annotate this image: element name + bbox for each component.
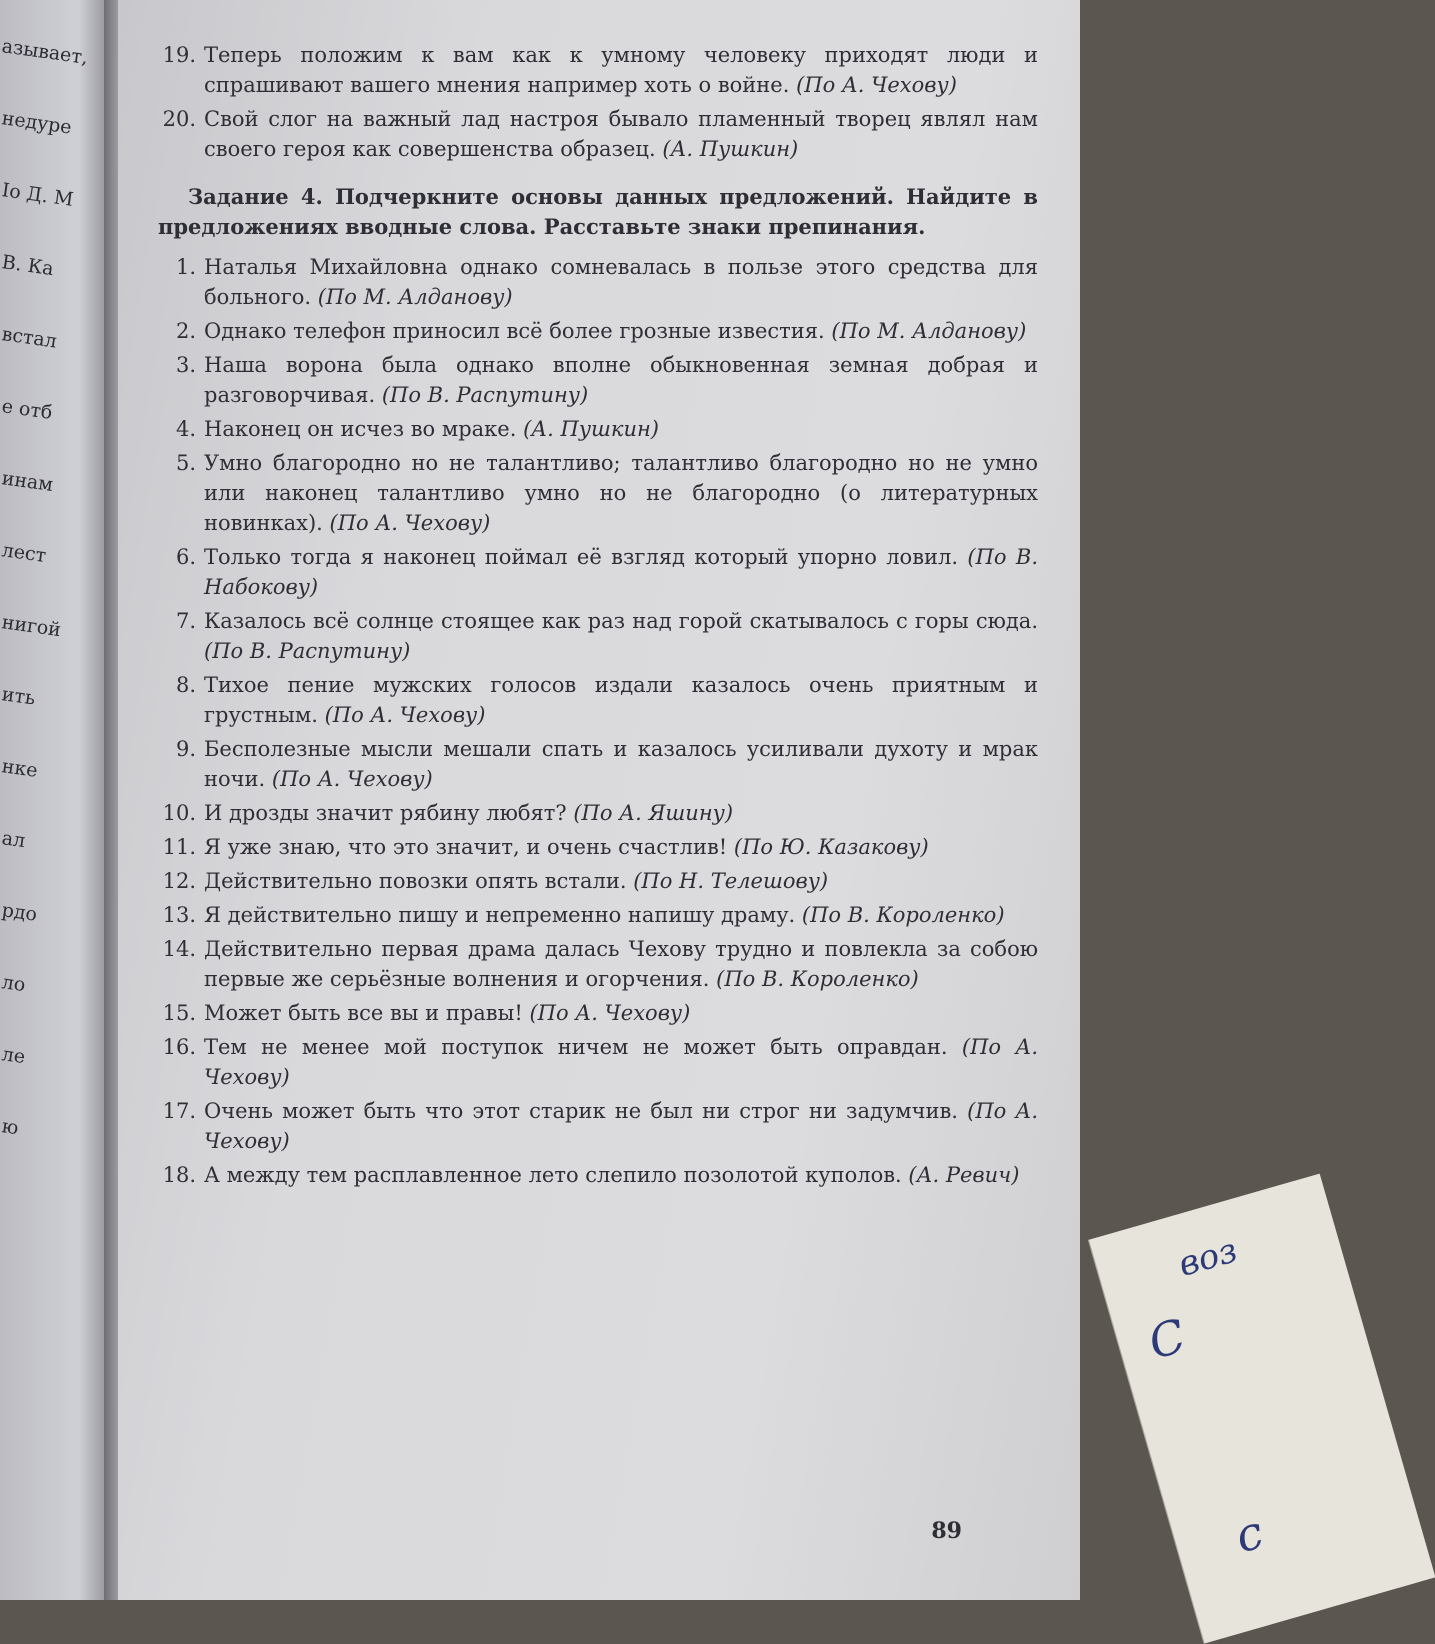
item-number: 13. <box>162 903 196 927</box>
item-number: 2. <box>175 319 196 343</box>
item-text: Умно благородно но не талантливо; талантливо благородно но не умно или наконец талантливо умно но не благородно (о литературных новинках). <box>204 451 1038 535</box>
item-source: (По В. Набокову) <box>204 545 1038 599</box>
item-source: (По А. Чехову) <box>271 767 433 791</box>
exercise-item <box>158 832 1038 862</box>
left-page-fragment: В. Ка <box>0 251 56 281</box>
item-number: 16. <box>162 1035 196 1059</box>
left-page-fragment: ло <box>0 971 27 997</box>
book-page <box>118 0 1080 1600</box>
item-body <box>204 104 1038 164</box>
left-page-fragment: Iо Д. М <box>0 179 75 211</box>
item-body <box>204 998 1038 1028</box>
exercise-item <box>158 414 1038 444</box>
item-body <box>204 1096 1038 1156</box>
item-number: 8. <box>175 673 196 697</box>
exercise-item <box>158 40 1038 100</box>
left-page-fragment: инам <box>0 467 55 497</box>
exercise-item <box>158 866 1038 896</box>
item-source: (По В. Распутину) <box>381 383 589 407</box>
left-page-fragment: лест <box>0 539 48 568</box>
left-page-fragment: азывает, <box>0 35 90 69</box>
left-page-fragment: недуре <box>0 107 74 139</box>
item-text: Только тогда я наконец поймал её взгляд который упорно ловил. <box>204 545 959 569</box>
task-heading <box>158 182 1038 242</box>
exercise-item <box>158 1032 1038 1092</box>
item-text: Тихое пение мужских голосов издали казалось очень приятным и грустным. <box>204 673 1038 727</box>
item-number: 19. <box>162 43 196 67</box>
item-text: Действительно первая драма далась Чехову трудно и повлекла за собою первые же серьёзные волнения и огорчения. <box>204 937 1038 991</box>
exercise-item <box>158 542 1038 602</box>
item-body <box>204 448 1038 538</box>
item-body <box>204 934 1038 994</box>
item-source: (По А. Чехову) <box>796 73 957 97</box>
item-body <box>204 1160 1038 1190</box>
handwritten-note <box>1088 1174 1435 1644</box>
item-number: 7. <box>175 609 196 633</box>
item-number: 6. <box>175 545 196 569</box>
item-body <box>204 252 1038 312</box>
item-text: Тем не менее мой поступок ничем не может быть оправдан. <box>204 1035 948 1059</box>
left-page-fragment: ить <box>0 683 37 710</box>
item-source: (По Н. Телешову) <box>633 869 829 893</box>
task-text: Подчеркните основы данных предложений. Найдите в предложениях вводные слова. Расставьте знаки препинания. <box>158 184 1038 239</box>
page-content <box>158 40 1038 1194</box>
item-number: 1. <box>175 255 196 279</box>
item-body <box>204 316 1038 346</box>
item-text: Наталья Михайловна однако сомневалась в пользе этого средства для больного. <box>204 255 1038 309</box>
item-text: Однако телефон приносил всё более грозные известия. <box>204 319 825 343</box>
item-body <box>204 414 1038 444</box>
item-text: Наша ворона была однако вполне обыкновенная земная добрая и разговорчивая. <box>204 353 1038 407</box>
item-source: (По А. Чехову) <box>204 1099 1038 1153</box>
item-body <box>204 606 1038 666</box>
item-text: Свой слог на важный лад настроя бывало пламенный творец являл нам своего героя как совершенства образец. <box>204 107 1038 161</box>
exercise-item <box>158 900 1038 930</box>
exercise-item <box>158 934 1038 994</box>
exercise-item <box>158 1096 1038 1156</box>
item-number: 4. <box>175 417 196 441</box>
item-number: 15. <box>162 1001 196 1025</box>
handwriting-1: С <box>1142 1308 1192 1370</box>
item-text: И дрозды значит рябину любят? <box>204 801 567 825</box>
task-title: Задание 4. <box>188 184 323 209</box>
left-page-fragment: ле <box>0 1043 27 1069</box>
item-text: Может быть все вы и правы! <box>204 1001 523 1025</box>
item-source: (А. Ревич) <box>908 1163 1020 1187</box>
item-source: (По В. Распутину) <box>204 639 411 663</box>
left-page-fragment: ю <box>0 1115 20 1140</box>
exercise-item <box>158 606 1038 666</box>
item-number: 9. <box>175 737 196 761</box>
exercise-item <box>158 734 1038 794</box>
item-source: (По А. Яшину) <box>573 801 734 825</box>
exercise-item <box>158 798 1038 828</box>
item-source: (По В. Короленко) <box>716 967 919 991</box>
left-page-fragment: е отб <box>0 395 54 424</box>
item-source: (А. Пушкин) <box>662 137 799 161</box>
item-number: 18. <box>162 1163 196 1187</box>
left-page-fragment: нигой <box>0 611 63 642</box>
left-page-fragment: нке <box>0 755 39 782</box>
item-body <box>204 350 1038 410</box>
item-body <box>204 1032 1038 1092</box>
item-body <box>204 866 1038 896</box>
exercise-list <box>158 252 1038 1190</box>
exercise-item <box>158 252 1038 312</box>
item-number: 12. <box>162 869 196 893</box>
item-text: Теперь положим к вам как к умному человеку приходят люди и спрашивают вашего мнения например хоть о войне. <box>204 43 1038 97</box>
left-page-fragment: встал <box>0 323 59 353</box>
item-text: Казалось всё солнце стоящее как раз над горой скатывалось с горы сюда. <box>204 609 1038 633</box>
item-source: (По А. Чехову) <box>529 1001 691 1025</box>
item-body <box>204 670 1038 730</box>
item-text: А между тем расплавленное лето слепило позолотой куполов. <box>204 1163 902 1187</box>
item-source: (По В. Короленко) <box>801 903 1005 927</box>
item-number: 10. <box>162 801 196 825</box>
item-number: 14. <box>162 937 196 961</box>
handwriting-2: воз <box>1174 1230 1242 1285</box>
item-body <box>204 900 1038 930</box>
item-number: 11. <box>162 835 196 859</box>
left-page-fragment: ал <box>0 827 27 853</box>
item-body <box>204 542 1038 602</box>
item-text: Бесполезные мысли мешали спать и казалось усиливали духоту и мрак ночи. <box>204 737 1038 791</box>
exercise-item <box>158 998 1038 1028</box>
item-text: Очень может быть что этот старик не был ни строг ни задумчив. <box>204 1099 958 1123</box>
item-text: Я уже знаю, что это значит, и очень счастлив! <box>204 835 728 859</box>
item-source: (По А. Чехову) <box>204 1035 1039 1089</box>
exercise-item <box>158 316 1038 346</box>
item-source: (А. Пушкин) <box>523 417 660 441</box>
item-body <box>204 734 1038 794</box>
item-body <box>204 832 1038 862</box>
item-source: (По Ю. Казакову) <box>733 835 929 859</box>
item-source: (По А. Чехову) <box>324 703 486 727</box>
left-page-fragment: рдо <box>0 899 39 926</box>
item-source: (По М. Алданову) <box>831 319 1027 343</box>
exercise-item <box>158 1160 1038 1190</box>
item-number: 5. <box>175 451 196 475</box>
item-number: 3. <box>175 353 196 377</box>
item-number: 17. <box>162 1099 196 1123</box>
exercise-item <box>158 670 1038 730</box>
exercise-item <box>158 448 1038 538</box>
item-source: (По М. Алданову) <box>317 285 513 309</box>
item-text: Наконец он исчез во мраке. <box>204 417 517 441</box>
left-page <box>0 0 112 1600</box>
exercise-item <box>158 104 1038 164</box>
exercise-item <box>158 350 1038 410</box>
item-text: Я действительно пишу и непременно напишу драму. <box>204 903 796 927</box>
item-body <box>204 40 1038 100</box>
item-body <box>204 798 1038 828</box>
item-source: (По А. Чехову) <box>329 511 491 535</box>
item-text: Действительно повозки опять встали. <box>204 869 627 893</box>
handwriting-3: с <box>1229 1504 1269 1564</box>
top-items-list <box>158 40 1038 164</box>
page-number: 89 <box>931 1518 962 1544</box>
item-number: 20. <box>162 107 196 131</box>
